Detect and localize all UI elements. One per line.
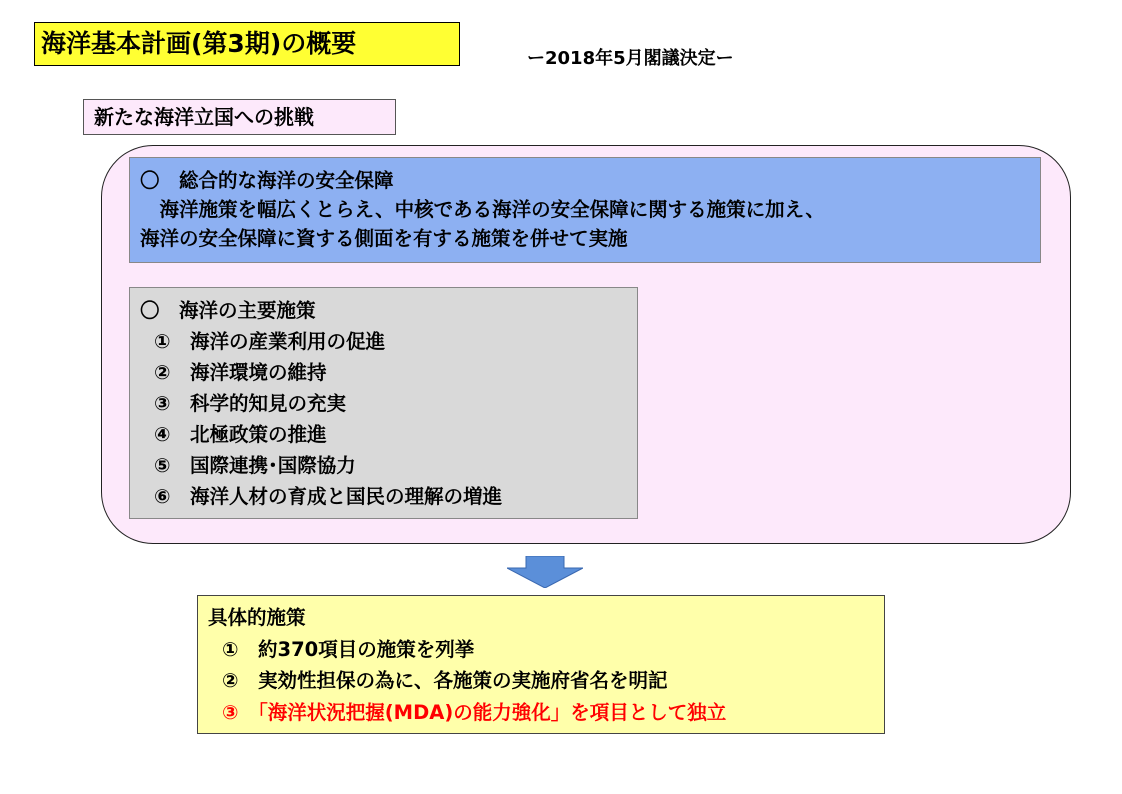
security-line-2: 海洋の安全保障に資する側面を有する施策を併せて実施 bbox=[140, 227, 628, 250]
policy-item-1: ① 海洋の産業利用の促進 bbox=[154, 330, 386, 353]
measure-item-2: ② 実効性担保の為に、各施策の実施府省名を明記 bbox=[222, 669, 668, 692]
concrete-measures-box bbox=[197, 595, 885, 734]
subtitle-box: 新たな海洋立国への挑戦 bbox=[83, 99, 396, 135]
policy-item-6: ⑥ 海洋人材の育成と国民の理解の増進 bbox=[154, 485, 503, 508]
security-heading: 〇 総合的な海洋の安全保障 bbox=[140, 169, 394, 192]
page-title: 海洋基本計画(第3期)の概要 bbox=[34, 22, 460, 66]
policy-item-4: ④ 北極政策の推進 bbox=[154, 423, 327, 446]
measure-item-1: ① 約370項目の施策を列挙 bbox=[222, 637, 475, 661]
policy-item-5: ⑤ 国際連携･国際協力 bbox=[154, 454, 356, 477]
policy-item-3: ③ 科学的知見の充実 bbox=[154, 392, 347, 415]
security-line-1: 海洋施策を幅広くとらえ、中核である海洋の安全保障に関する施策に加え、 bbox=[140, 198, 825, 221]
measure-item-3: ③ 「海洋状況把握(MDA)の能力強化」を項目として独立 bbox=[222, 700, 727, 724]
security-box bbox=[129, 157, 1041, 263]
main-policies-box bbox=[129, 287, 638, 519]
main-policies-heading: 〇 海洋の主要施策 bbox=[140, 299, 316, 322]
measures-heading: 具体的施策 bbox=[208, 606, 306, 629]
down-arrow-icon bbox=[507, 556, 583, 588]
policy-item-2: ② 海洋環境の維持 bbox=[154, 361, 327, 384]
decision-date: ー2018年5月閣議決定ー bbox=[527, 48, 734, 69]
